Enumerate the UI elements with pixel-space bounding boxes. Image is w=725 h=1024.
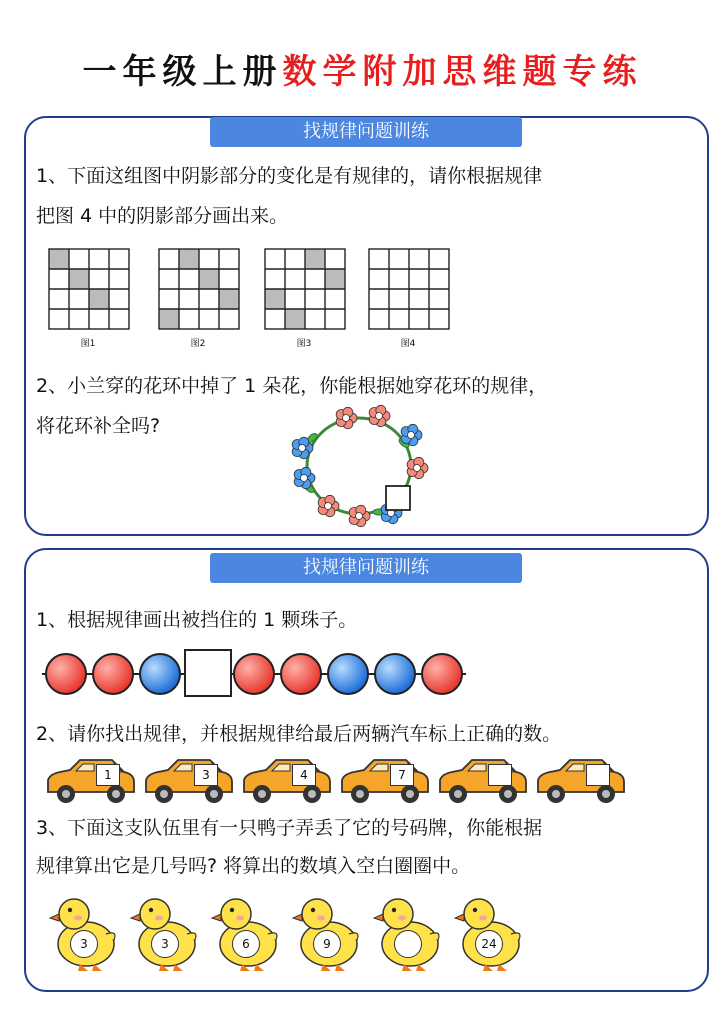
s1-q2-line2: 将花环补全吗? (36, 415, 161, 437)
car (436, 756, 528, 806)
wreath-flower (349, 505, 370, 526)
s1-q2-line1: 2、小兰穿的花环中掉了 1 朵花，你能根据她穿花环的规律， (36, 375, 548, 397)
car-number-box: 3 (194, 764, 218, 786)
duck-number-circle: 24 (475, 930, 503, 958)
red-bead (281, 654, 321, 694)
car (338, 756, 430, 806)
hidden-bead-box[interactable] (185, 650, 231, 696)
duck (453, 894, 525, 972)
grid-caption-2: 图2 (190, 339, 206, 349)
grid-caption-4: 图4 (400, 339, 416, 349)
flower-wreath (284, 398, 434, 528)
car-icon (338, 756, 430, 806)
duck-number-circle: 6 (232, 930, 260, 958)
grid-caption-3: 图3 (296, 339, 312, 349)
duck (210, 894, 282, 972)
wreath-flower (401, 424, 422, 445)
grid-caption-1: 图1 (80, 339, 96, 349)
section-2-banner: 找规律问题训练 (210, 553, 522, 583)
duck (291, 894, 363, 972)
grid-1 (48, 248, 130, 330)
wreath-flower (336, 407, 357, 428)
car-number-box: 1 (96, 764, 120, 786)
blue-bead (140, 654, 180, 694)
red-bead (422, 654, 462, 694)
duck-row (48, 894, 548, 974)
duck (372, 894, 444, 972)
wreath-flower (318, 495, 339, 516)
s1-q1-line2: 把图 4 中的阴影部分画出来。 (36, 205, 289, 227)
duck-number-circle[interactable] (394, 930, 422, 958)
grid-3 (264, 248, 346, 330)
section-2-panel (24, 548, 709, 992)
section-1-panel (24, 116, 709, 536)
red-bead (234, 654, 274, 694)
s2-q2: 2、请你找出规律，并根据规律给最后两辆汽车标上正确的数。 (36, 723, 562, 745)
s2-q3-line2: 规律算出它是几号吗? 将算出的数填入空白圈圈中。 (36, 855, 471, 877)
car-icon (436, 756, 528, 806)
car-row (44, 756, 704, 806)
car-icon (142, 756, 234, 806)
grid-4[interactable] (368, 248, 450, 330)
duck-number-circle: 3 (70, 930, 98, 958)
car-icon (44, 756, 136, 806)
car-icon (240, 756, 332, 806)
car-icon (534, 756, 626, 806)
title-red: 数学附加思维题专练 (282, 52, 643, 92)
s2-q1: 1、根据规律画出被挡住的 1 颗珠子。 (36, 609, 358, 631)
blue-bead (375, 654, 415, 694)
grid-2 (158, 248, 240, 330)
car-number-box: 4 (292, 764, 316, 786)
car (240, 756, 332, 806)
title-black: 一年级上册 (82, 52, 283, 92)
missing-flower-box[interactable] (386, 486, 410, 510)
wreath-flower (407, 457, 428, 478)
section-1-banner: 找规律问题训练 (210, 117, 522, 147)
car (142, 756, 234, 806)
blue-bead (328, 654, 368, 694)
s2-q3-line1: 3、下面这支队伍里有一只鸭子弄丢了它的号码牌，你能根据 (36, 817, 543, 839)
duck (48, 894, 120, 972)
wreath-flower (369, 405, 390, 426)
red-bead (93, 654, 133, 694)
car (44, 756, 136, 806)
duck (129, 894, 201, 972)
car-number-box[interactable] (488, 764, 512, 786)
duck-number-circle: 9 (313, 930, 341, 958)
car (534, 756, 626, 806)
s1-q1-line1: 1、下面这组图中阴影部分的变化是有规律的，请你根据规律 (36, 165, 543, 187)
page-title (0, 50, 725, 94)
duck-number-circle: 3 (151, 930, 179, 958)
red-bead (46, 654, 86, 694)
bead-string (38, 648, 468, 700)
car-number-box: 7 (390, 764, 414, 786)
car-number-box[interactable] (586, 764, 610, 786)
